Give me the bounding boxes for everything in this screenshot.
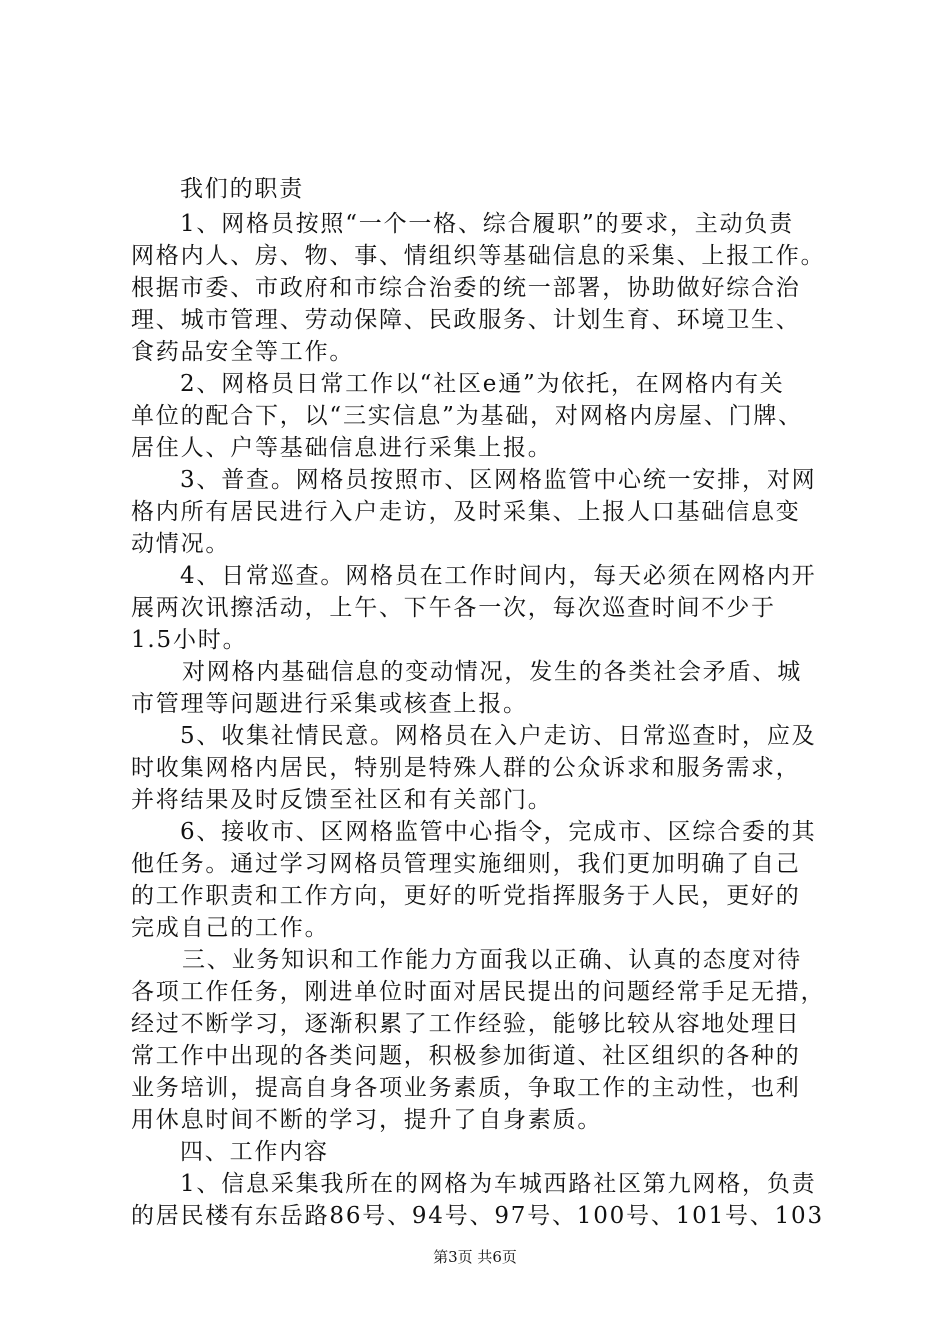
text-line: 各项工作任务，刚进单位时面对居民提出的问题经常手足无措， bbox=[131, 979, 826, 1005]
text-line: 根据市委、市政府和市综合治委的统一部署，协助做好综合治 bbox=[131, 275, 801, 301]
text-line: 6、接收市、区网格监管中心指令，完成市、区综合委的其 bbox=[180, 819, 817, 845]
text-line: 并将结果及时反馈至社区和有关部门。 bbox=[131, 787, 553, 813]
text-line: 对网格内基础信息的变动情况，发生的各类社会矛盾、城 bbox=[182, 659, 802, 685]
text-line: 2、网格员日常工作以“社区e通”为依托，在网格内有关 bbox=[180, 371, 785, 397]
section-heading: 四、工作内容 bbox=[180, 1139, 329, 1165]
text-line: 单位的配合下，以“三实信息”为基础，对网格内房屋、门牌、 bbox=[131, 403, 803, 429]
text-line: 网格内人、房、物、事、情组织等基础信息的采集、上报工作。 bbox=[131, 243, 826, 269]
text-line: 市管理等问题进行采集或核查上报。 bbox=[131, 691, 528, 717]
text-line: 理、城市管理、劳动保障、民政服务、计划生育、环境卫生、 bbox=[131, 307, 801, 333]
text-line: 业务培训，提高自身各项业务素质，争取工作的主动性，也利 bbox=[131, 1075, 801, 1101]
text-line: 1.5小时。 bbox=[131, 627, 248, 653]
text-line: 展两次讯擦活动，上午、下午各一次，每次巡查时间不少于 bbox=[131, 595, 776, 621]
text-line: 常工作中出现的各类问题，积极参加街道、社区组织的各种的 bbox=[131, 1043, 801, 1069]
text-line: 时收集网格内居民，特别是特殊人群的公众诉求和服务需求， bbox=[131, 755, 801, 781]
text-line: 4、日常巡查。网格员在工作时间内，每天必须在网格内开 bbox=[180, 563, 817, 589]
text-line: 三、业务知识和工作能力方面我以正确、认真的态度对待 bbox=[182, 947, 802, 973]
text-line: 1、信息采集我所在的网格为车城西路社区第九网格，负责 bbox=[180, 1171, 817, 1197]
text-line: 格内所有居民进行入户走访，及时采集、上报人口基础信息变 bbox=[131, 499, 801, 525]
text-line: 经过不断学习，逐渐积累了工作经验，能够比较从容地处理日 bbox=[131, 1011, 801, 1037]
text-line: 5、收集社情民意。网格员在入户走访、日常巡查时，应及 bbox=[180, 723, 817, 749]
text-line: 动情况。 bbox=[131, 531, 231, 557]
text-line: 1、网格员按照“一个一格、综合履职”的要求，主动负责 bbox=[180, 211, 794, 237]
text-line: 的居民楼有东岳路86号、94号、97号、100号、101号、103 bbox=[131, 1203, 824, 1229]
text-line: 食药品安全等工作。 bbox=[131, 339, 355, 365]
text-line: 3、普查。网格员按照市、区网格监管中心统一安排，对网 bbox=[180, 467, 817, 493]
text-line: 完成自己的工作。 bbox=[131, 915, 330, 941]
text-line: 的工作职责和工作方向，更好的听党指挥服务于人民，更好的 bbox=[131, 883, 801, 909]
text-line: 他任务。通过学习网格员管理实施细则，我们更加明确了自己 bbox=[131, 851, 801, 877]
page-footer: 第3页 共6页 bbox=[433, 1248, 517, 1266]
text-line: 居住人、户等基础信息进行采集上报。 bbox=[131, 435, 553, 461]
section-heading: 我们的职责 bbox=[180, 176, 304, 202]
text-line: 用休息时间不断的学习，提升了自身素质。 bbox=[131, 1107, 603, 1133]
